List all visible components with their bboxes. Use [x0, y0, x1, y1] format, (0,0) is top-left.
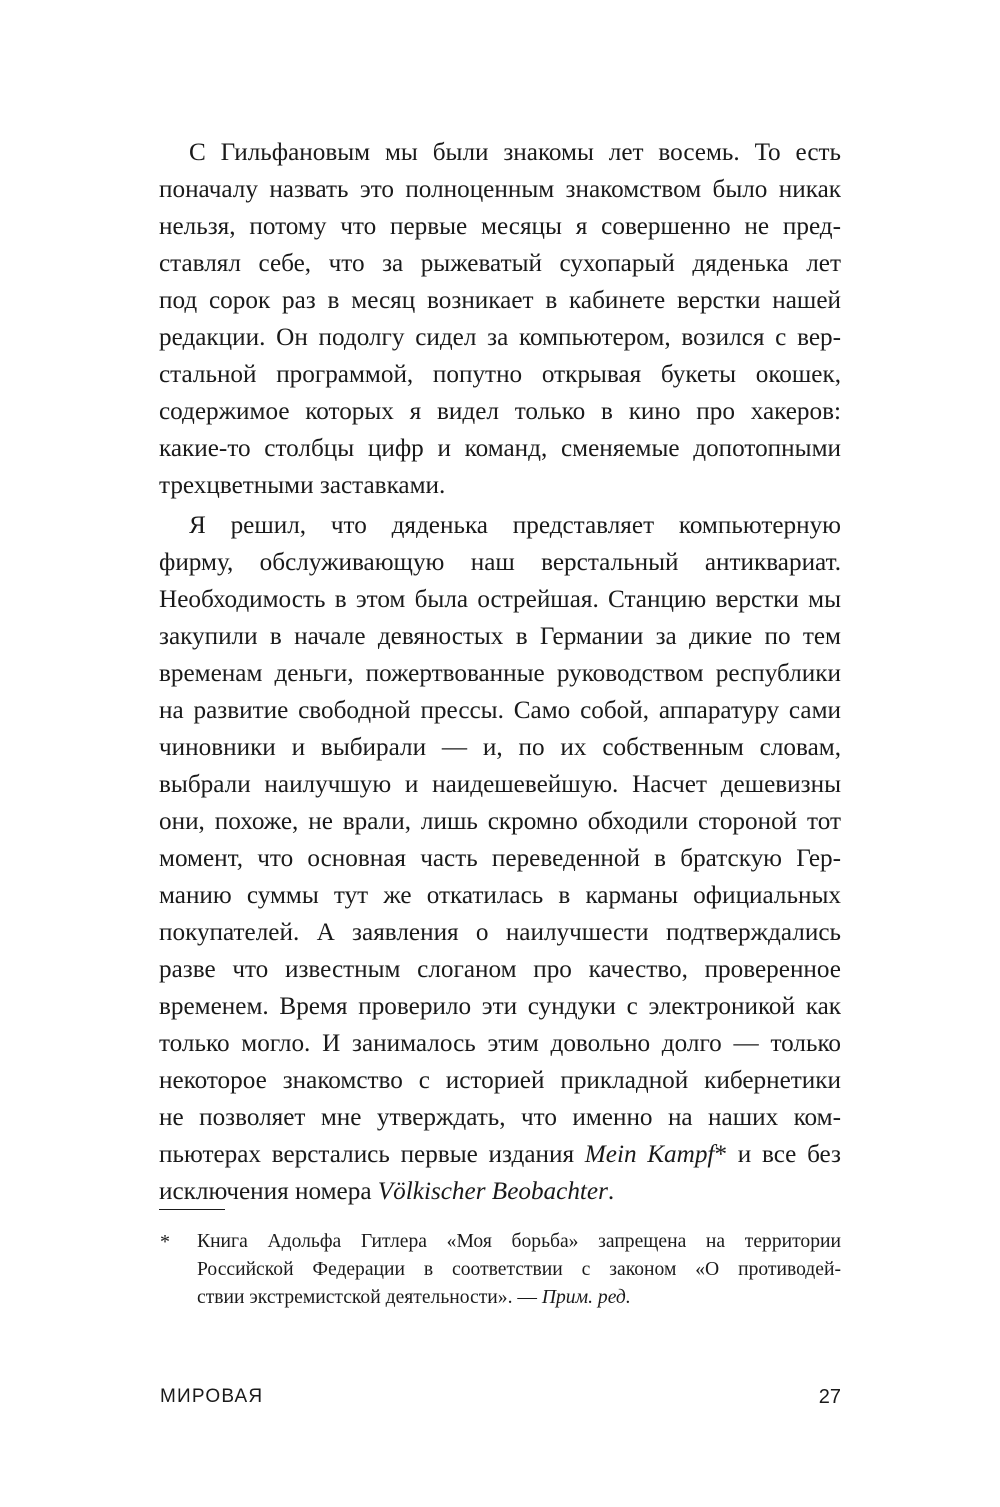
paragraph-line: они, похоже, не врали, лишь скромно обходили стороной тот [159, 808, 841, 835]
text-span: исключения номера [159, 1178, 378, 1205]
paragraph-line: выбрали наилучшую и наидешевейшую. Насчет дешевизны [159, 771, 841, 798]
paragraph-line: закупили в начале девяностых в Германии за дикие по тем [159, 623, 841, 650]
newspaper-title: Völkischer Beobachter [377, 1178, 608, 1205]
paragraph-line: временем. Время проверило эти сундуки с электроникой как [159, 993, 841, 1020]
running-footer [159, 1382, 841, 1412]
page-number: 27 [818, 1386, 841, 1408]
paragraph-line: С Гильфановым мы были знакомы лет восемь. То есть [189, 139, 841, 166]
paragraph-line: трехцветными заставками. [159, 472, 446, 499]
footnote-body [197, 1228, 841, 1312]
paragraph-line: поначалу назвать это полноценным знакомством было никак [159, 176, 841, 203]
paragraph-line: Я решил, что дяденька представляет компьютерную [189, 512, 841, 539]
section-title: МИРОВАЯ [160, 1386, 264, 1407]
paragraph-line: нельзя, потому что первые месяцы я совершенно не пред- [159, 213, 841, 240]
paragraph-line [159, 1173, 841, 1210]
footnote-line [197, 1284, 841, 1312]
paragraph-line: временам деньги, пожертвованные руководством республики [159, 660, 841, 687]
paragraph-line: Необходимость в этом была острейшая. Станцию верстки мы [159, 586, 841, 613]
footnote-marker: * [160, 1231, 170, 1253]
book-page [159, 0, 841, 1507]
paragraph-line: какие-то столбцы цифр и команд, сменяемые допотопными [159, 435, 841, 462]
paragraph-line [159, 1136, 841, 1173]
footnote-line: Российской Федерации в соответствии с законом «О противодей- [197, 1259, 841, 1280]
paragraph-line: некоторое знакомство с историей прикладной кибернетики [159, 1067, 841, 1094]
paragraph-line: момент, что основная часть переведенной в братскую Гер- [159, 845, 841, 872]
paragraph-line: не позволяет мне утверждать, что именно на наших ком- [159, 1104, 841, 1131]
footnote-reference-marker[interactable]: * [714, 1141, 728, 1168]
paragraph-line: покупателей. А заявления о наилучшести подтверждались [159, 919, 841, 946]
editor-note: Прим. ред. [541, 1287, 631, 1308]
paragraph-line: под сорок раз в месяц возникает в кабинете верстки нашей [159, 287, 841, 314]
paragraph-line: манию суммы тут же откатилась в карманы официальных [159, 882, 841, 909]
paragraph-line: ставлял себе, что за рыжеватый сухопарый дяденька лет [159, 250, 841, 277]
text-span: ствии экстремистской деятельности». — [197, 1287, 542, 1308]
paragraph-line: содержимое которых я видел только в кино про хакеров: [159, 398, 841, 425]
footnote-line: Книга Адольфа Гитлера «Моя борьба» запрещена на территории [197, 1231, 841, 1252]
text-span: и все без [727, 1141, 841, 1168]
paragraph-line: только могло. И занималось этим довольно долго — только [159, 1030, 841, 1057]
paragraph-line: редакции. Он подолгу сидел за компьютером, возился с вер- [159, 324, 841, 351]
text-span: пьютерах верстались первые издания [159, 1141, 585, 1168]
paragraph-line: стальной программой, попутно открывая букеты окошек, [159, 361, 841, 388]
main-text [159, 134, 841, 1210]
paragraph-line: разве что известным слоганом про качество, проверенное [159, 956, 841, 983]
paragraph-line: чиновники и выбирали — и, по их собственным словам, [159, 734, 841, 761]
text-span: . [607, 1178, 615, 1205]
paragraph-line: фирму, обслуживающую наш верстальный антиквариат. [159, 549, 841, 576]
footnote-divider [159, 1209, 225, 1210]
paragraph-line: на развитие свободной прессы. Само собой, аппаратуру сами [159, 697, 841, 724]
book-title-mein-kampf: Mein Kampf [584, 1141, 715, 1168]
